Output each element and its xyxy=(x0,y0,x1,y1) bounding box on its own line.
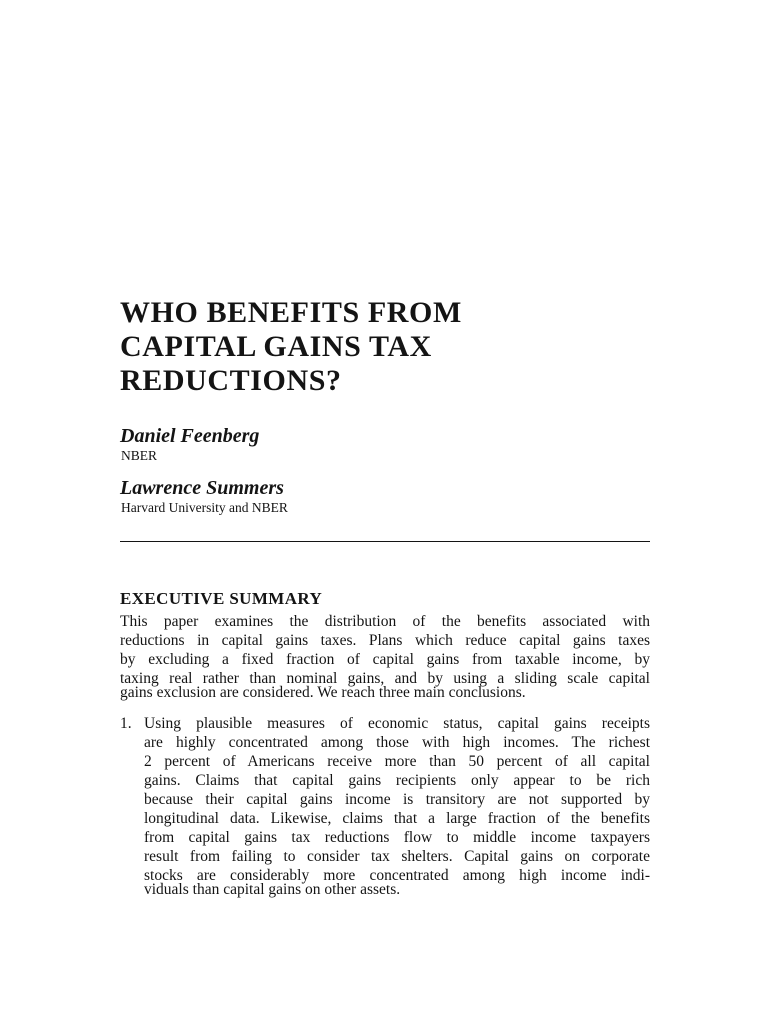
section-heading: EXECUTIVE SUMMARY xyxy=(120,589,323,608)
list-item-line: gains. Claims that capital gains recipients only appear to be rich xyxy=(144,772,650,789)
list-item-number: 1. xyxy=(120,715,132,732)
list-item-line: 2 percent of Americans receive more than 50 percent of all capital xyxy=(144,753,650,770)
title-line: REDUCTIONS? xyxy=(120,364,342,397)
intro-line: reductions in capital gains taxes. Plans which reduce capital gains taxes xyxy=(120,632,650,649)
list-item-line: longitudinal data. Likewise, claims that a large fraction of the benefits xyxy=(144,810,650,827)
author-affiliation: Harvard University and NBER xyxy=(121,500,288,515)
list-item-line: Using plausible measures of economic status, capital gains receipts xyxy=(144,715,650,732)
list-item-line: viduals than capital gains on other assets. xyxy=(144,881,401,898)
paper-title xyxy=(120,296,680,398)
intro-line: gains exclusion are considered. We reach three main conclusions. xyxy=(120,684,526,701)
list-item-line: stocks are considerably more concentrated among high income indi- xyxy=(144,867,650,884)
author-name: Daniel Feenberg xyxy=(120,425,260,447)
list-item-line: result from failing to consider tax shelters. Capital gains on corporate xyxy=(144,848,650,865)
horizontal-rule xyxy=(120,541,650,542)
intro-line: This paper examines the distribution of the benefits associated with xyxy=(120,613,650,630)
intro-line: by excluding a fixed fraction of capital gains from taxable income, by xyxy=(120,651,650,668)
title-line: CAPITAL GAINS TAX xyxy=(120,330,432,363)
author-name: Lawrence Summers xyxy=(120,477,284,499)
list-item-line: because their capital gains income is transitory are not supported by xyxy=(144,791,650,808)
intro-line: taxing real rather than nominal gains, and by using a sliding scale capital xyxy=(120,670,650,687)
list-item-line: from capital gains tax reductions flow to middle income taxpayers xyxy=(144,829,650,846)
title-line: WHO BENEFITS FROM xyxy=(120,296,462,329)
author-affiliation: NBER xyxy=(121,448,158,463)
list-item-line: are highly concentrated among those with high incomes. The richest xyxy=(144,734,650,751)
